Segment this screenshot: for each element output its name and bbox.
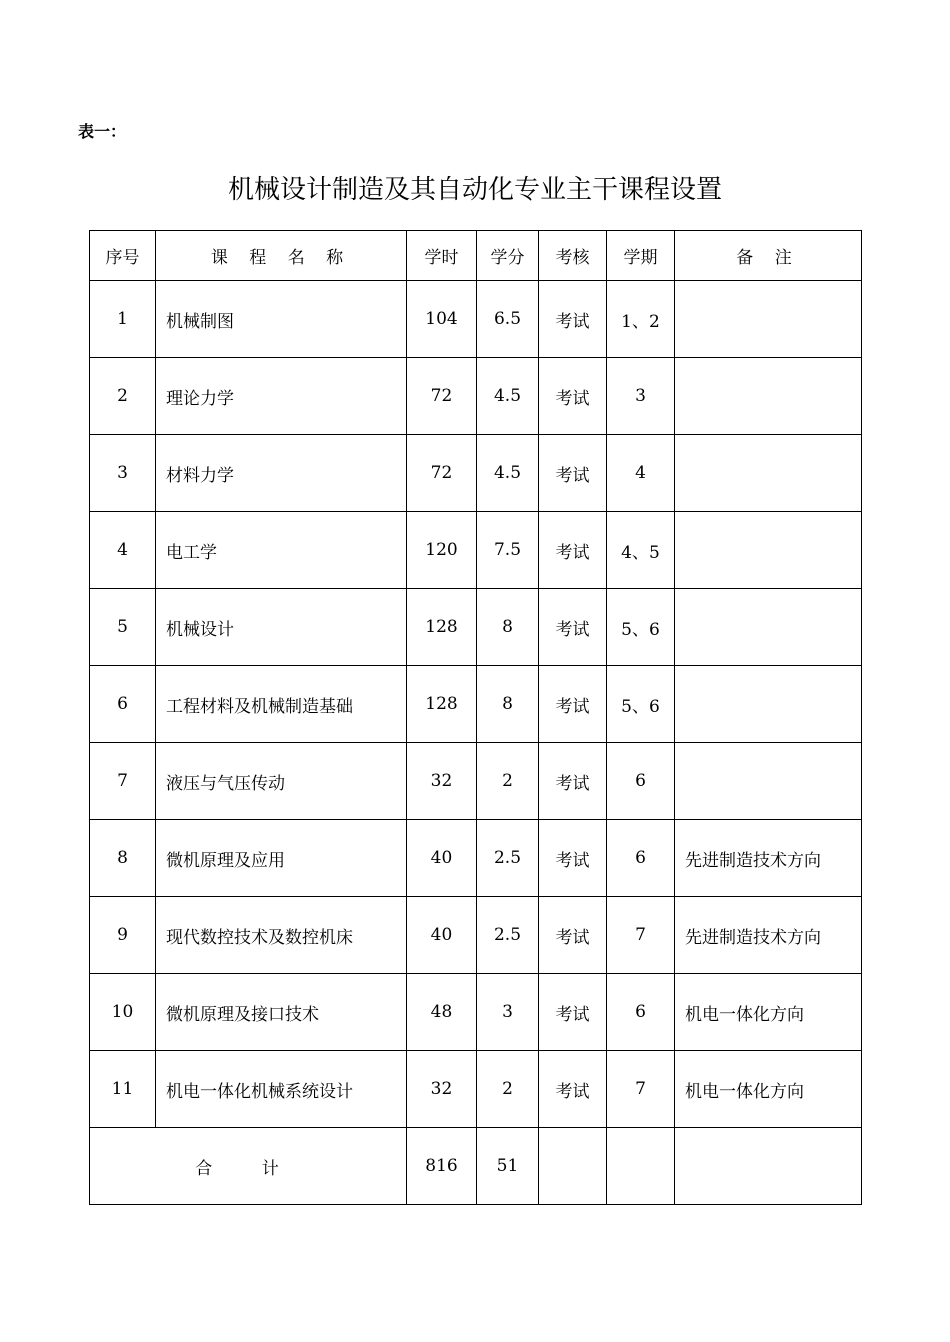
cell-credits: 4.5 (477, 358, 539, 435)
table-label: 表一： (78, 122, 127, 141)
header-semester: 学期 (607, 231, 675, 281)
cell-credits: 2.5 (477, 897, 539, 974)
cell-assessment: 考试 (539, 666, 607, 743)
table-row (90, 281, 862, 358)
cell-course-name: 液压与气压传动 (156, 743, 407, 820)
header-row (90, 231, 862, 281)
cell-hours: 128 (407, 589, 477, 666)
header-notes: 备 注 (675, 231, 862, 281)
cell-assessment: 考试 (539, 820, 607, 897)
cell-course-name: 理论力学 (156, 358, 407, 435)
cell-assessment: 考试 (539, 435, 607, 512)
cell-seq: 7 (90, 743, 156, 820)
table-row (90, 820, 862, 897)
table-row (90, 435, 862, 512)
cell-hours: 128 (407, 666, 477, 743)
cell-notes: 机电一体化方向 (675, 974, 862, 1051)
table-row (90, 897, 862, 974)
cell-course-name: 电工学 (156, 512, 407, 589)
cell-credits: 8 (477, 589, 539, 666)
cell-notes: 先进制造技术方向 (675, 897, 862, 974)
cell-semester: 7 (607, 1051, 675, 1128)
cell-seq: 3 (90, 435, 156, 512)
cell-assessment: 考试 (539, 974, 607, 1051)
total-semester-empty (607, 1128, 675, 1205)
table-row (90, 1051, 862, 1128)
cell-assessment: 考试 (539, 512, 607, 589)
cell-semester: 4 (607, 435, 675, 512)
cell-semester: 6 (607, 974, 675, 1051)
cell-credits: 2 (477, 1051, 539, 1128)
total-assessment-empty (539, 1128, 607, 1205)
total-credits: 51 (477, 1128, 539, 1205)
cell-notes: 先进制造技术方向 (675, 820, 862, 897)
cell-assessment: 考试 (539, 743, 607, 820)
cell-course-name: 微机原理及接口技术 (156, 974, 407, 1051)
header-assessment: 考核 (539, 231, 607, 281)
cell-seq: 10 (90, 974, 156, 1051)
table-row (90, 358, 862, 435)
cell-notes (675, 666, 862, 743)
cell-assessment: 考试 (539, 897, 607, 974)
table-row (90, 589, 862, 666)
cell-notes (675, 281, 862, 358)
cell-semester: 6 (607, 820, 675, 897)
cell-semester: 6 (607, 743, 675, 820)
cell-semester: 1、2 (607, 281, 675, 358)
cell-seq: 2 (90, 358, 156, 435)
total-notes-empty (675, 1128, 862, 1205)
cell-semester: 5、6 (607, 589, 675, 666)
cell-credits: 2.5 (477, 820, 539, 897)
cell-seq: 1 (90, 281, 156, 358)
cell-seq: 5 (90, 589, 156, 666)
cell-notes (675, 589, 862, 666)
cell-hours: 32 (407, 743, 477, 820)
header-hours: 学时 (407, 231, 477, 281)
cell-seq: 11 (90, 1051, 156, 1128)
document-title: 机械设计制造及其自动化专业主干课程设置 (227, 175, 722, 205)
cell-hours: 72 (407, 435, 477, 512)
cell-hours: 104 (407, 281, 477, 358)
cell-credits: 2 (477, 743, 539, 820)
cell-notes (675, 358, 862, 435)
header-seq: 序号 (90, 231, 156, 281)
cell-assessment: 考试 (539, 358, 607, 435)
cell-hours: 40 (407, 820, 477, 897)
table-row (90, 512, 862, 589)
cell-course-name: 机械制图 (156, 281, 407, 358)
cell-course-name: 工程材料及机械制造基础 (156, 666, 407, 743)
total-label: 合 计 (90, 1128, 407, 1205)
cell-credits: 4.5 (477, 435, 539, 512)
cell-assessment: 考试 (539, 281, 607, 358)
total-hours: 816 (407, 1128, 477, 1205)
cell-semester: 4、5 (607, 512, 675, 589)
cell-course-name: 材料力学 (156, 435, 407, 512)
total-row (90, 1128, 862, 1205)
cell-credits: 8 (477, 666, 539, 743)
cell-course-name: 机械设计 (156, 589, 407, 666)
cell-notes: 机电一体化方向 (675, 1051, 862, 1128)
header-credits: 学分 (477, 231, 539, 281)
header-course-name: 课 程 名 称 (156, 231, 407, 281)
cell-hours: 40 (407, 897, 477, 974)
table-row (90, 666, 862, 743)
cell-hours: 32 (407, 1051, 477, 1128)
cell-course-name: 微机原理及应用 (156, 820, 407, 897)
cell-assessment: 考试 (539, 1051, 607, 1128)
cell-notes (675, 743, 862, 820)
cell-course-name: 现代数控技术及数控机床 (156, 897, 407, 974)
cell-semester: 5、6 (607, 666, 675, 743)
cell-seq: 4 (90, 512, 156, 589)
course-rows (90, 281, 862, 1128)
cell-credits: 6.5 (477, 281, 539, 358)
cell-hours: 120 (407, 512, 477, 589)
cell-hours: 72 (407, 358, 477, 435)
table-row (90, 743, 862, 820)
cell-notes (675, 512, 862, 589)
cell-seq: 6 (90, 666, 156, 743)
course-table (89, 230, 862, 1205)
cell-semester: 3 (607, 358, 675, 435)
cell-notes (675, 435, 862, 512)
cell-credits: 3 (477, 974, 539, 1051)
cell-seq: 9 (90, 897, 156, 974)
cell-assessment: 考试 (539, 589, 607, 666)
cell-seq: 8 (90, 820, 156, 897)
cell-hours: 48 (407, 974, 477, 1051)
cell-credits: 7.5 (477, 512, 539, 589)
table-row (90, 974, 862, 1051)
cell-course-name: 机电一体化机械系统设计 (156, 1051, 407, 1128)
cell-semester: 7 (607, 897, 675, 974)
